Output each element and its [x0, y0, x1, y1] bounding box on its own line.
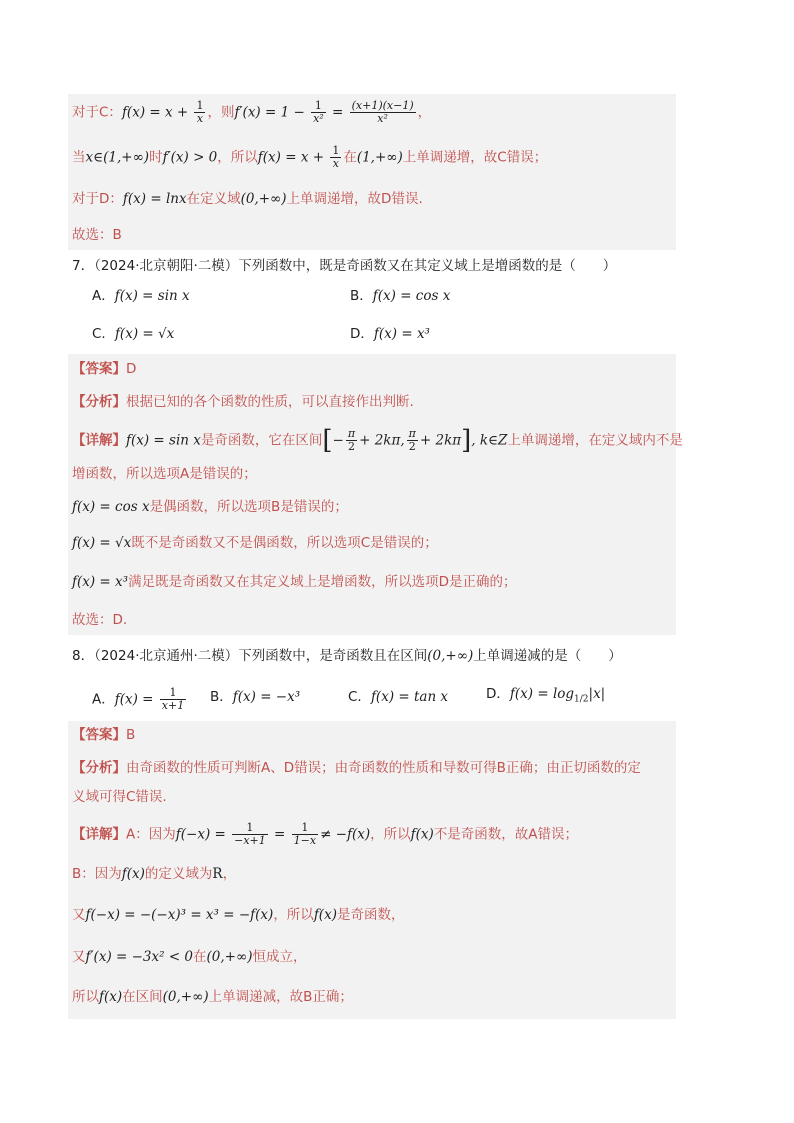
question-8-stem: 8．（2024·北京通州·二模）下列函数中，是奇函数且在区间(0,+∞)上单调递减的是（ ） — [72, 648, 622, 664]
q7-analysis: 【分析】根据已知的各个函数的性质，可以直接作出判断. — [72, 394, 414, 410]
q7-option-d: D．f(x) = x³ — [350, 326, 430, 342]
q7-detail-line-5: f(x) = x³满足既是奇函数又在其定义域上是增函数，所以选项D是正确的； — [72, 574, 517, 590]
q8-option-d: D．$f(x) = \log_{1/2}|x|$ — [486, 686, 606, 705]
q8-analysis-line-2: 义域可得C错误. — [72, 789, 167, 805]
q8-answer: 【答案】B — [72, 727, 136, 743]
question-7-stem: 7．（2024·北京朝阳·二模）下列函数中，既是奇函数又在其定义域上是增函数的是（ ） — [72, 258, 617, 274]
q8-detail-line-4: 又f′(x) = −3x² < 0在(0,+∞)恒成立， — [72, 949, 307, 965]
q8-detail-line-2: B：因为f(x)的定义域为R， — [72, 866, 237, 882]
q8-option-b: B．f(x) = −x³ — [210, 689, 301, 705]
option-c-analysis-line: 对于C：f(x) = x + $\frac{1}{x}$ ，则f′(x) = 1 − $\frac{1}{\text{x²}}$ = $\frac{(x+1)(x-1)}{\text{x²}}$ ， — [72, 99, 432, 125]
q8-analysis-line-1: 【分析】由奇函数的性质可判断A、D错误；由奇函数的性质和导数可得B正确；由正切函数的定 — [72, 760, 641, 776]
q7-option-a: A．f(x) = sin x — [92, 288, 190, 304]
q7-answer: 【答案】D — [72, 361, 137, 377]
q7-detail-line-4: f(x) = √x既不是奇函数又不是偶函数，所以选项C是错误的； — [72, 535, 438, 551]
q7-detail-line-2: 增函数，所以选项A是错误的； — [72, 466, 257, 482]
answer-line: 故选：B — [72, 227, 122, 243]
q7-option-c: C．f(x) = √x — [92, 326, 175, 342]
q8-option-c: C．f(x) = tan x — [348, 689, 449, 705]
q7-detail-line-3: f(x) = cos x是偶函数，所以选项B是错误的； — [72, 499, 348, 515]
option-d-analysis-line: 对于D：f(x) = lnx在定义域(0,+∞)上单调递增，故D错误. — [72, 191, 423, 207]
q8-option-a: A．f(x) = $\frac{1}{x+1}$ — [92, 686, 185, 712]
q7-option-b: B．f(x) = cos x — [350, 288, 451, 304]
q8-detail-line-5: 所以f(x)在区间(0,+∞)上单调递减，故B正确； — [72, 989, 353, 1005]
q7-detail-line-1: 【详解】f(x) = sin x是奇函数，它在区间[− $\frac{\pi}{2}$ + 2kπ, $\frac{\pi}{2}$ + 2kπ], k∈Z上单调递增，在定义域内不是 — [72, 425, 683, 456]
option-c-monotonic-line: 当x∈(1,+∞)时f′(x) > 0，所以f(x) = x + $\frac{1}{x}$ 在(1,+∞)上单调递增，故C错误； — [72, 144, 548, 170]
q8-detail-line-3: 又f(−x) = −(−x)³ = x³ = −f(x)，所以f(x)是奇函数， — [72, 907, 405, 923]
q7-final-answer: 故选：D. — [72, 612, 128, 628]
q8-detail-line-1: 【详解】A：因为f(−x) = $\frac{1}{-x+1}$ = $\frac{1}{1-x}$ ≠ −f(x)，所以f(x)不是奇函数，故A错误； — [72, 821, 579, 847]
